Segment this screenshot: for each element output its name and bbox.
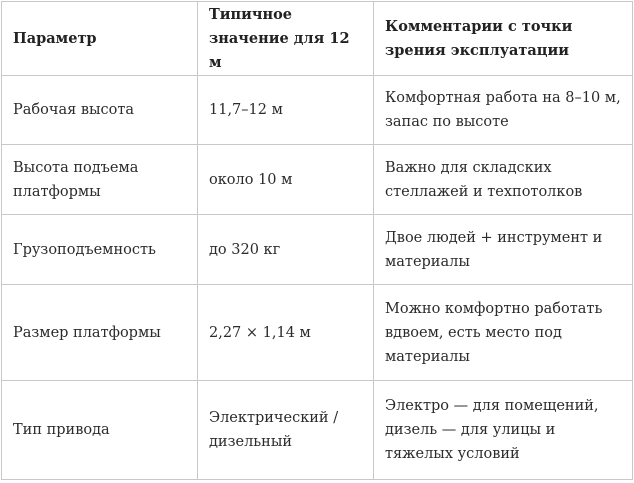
table-row [2,76,633,145]
cell-parameter: Высота подъема платформы [2,145,198,215]
cell-parameter: Тип привода [2,381,198,480]
cell-comment: Можно комфортно работать вдвоем, есть место под материалы [374,285,633,381]
cell-comment: Комфортная работа на 8–10 м, запас по высоте [374,76,633,145]
table-row [2,285,633,381]
header-parameter: Параметр [2,2,198,76]
table-row [2,381,633,480]
cell-value: около 10 м [198,145,374,215]
cell-comment: Электро — для помещений, дизель — для улицы и тяжелых условий [374,381,633,480]
spec-table-container [1,1,632,481]
cell-value: 11,7–12 м [198,76,374,145]
table-header-row [2,2,633,76]
cell-value: Электрический / дизельный [198,381,374,480]
cell-parameter: Грузоподъемность [2,215,198,285]
cell-parameter: Размер платформы [2,285,198,381]
table-row [2,145,633,215]
cell-value: до 320 кг [198,215,374,285]
cell-parameter: Рабочая высота [2,76,198,145]
spec-table [1,1,633,480]
cell-value: 2,27 × 1,14 м [198,285,374,381]
table-row [2,215,633,285]
cell-comment: Важно для складских стеллажей и техпотолков [374,145,633,215]
cell-comment: Двое людей + инструмент и материалы [374,215,633,285]
header-comments: Комментарии с точки зрения эксплуатации [374,2,633,76]
header-typical-value: Типичное значение для 12 м [198,2,374,76]
